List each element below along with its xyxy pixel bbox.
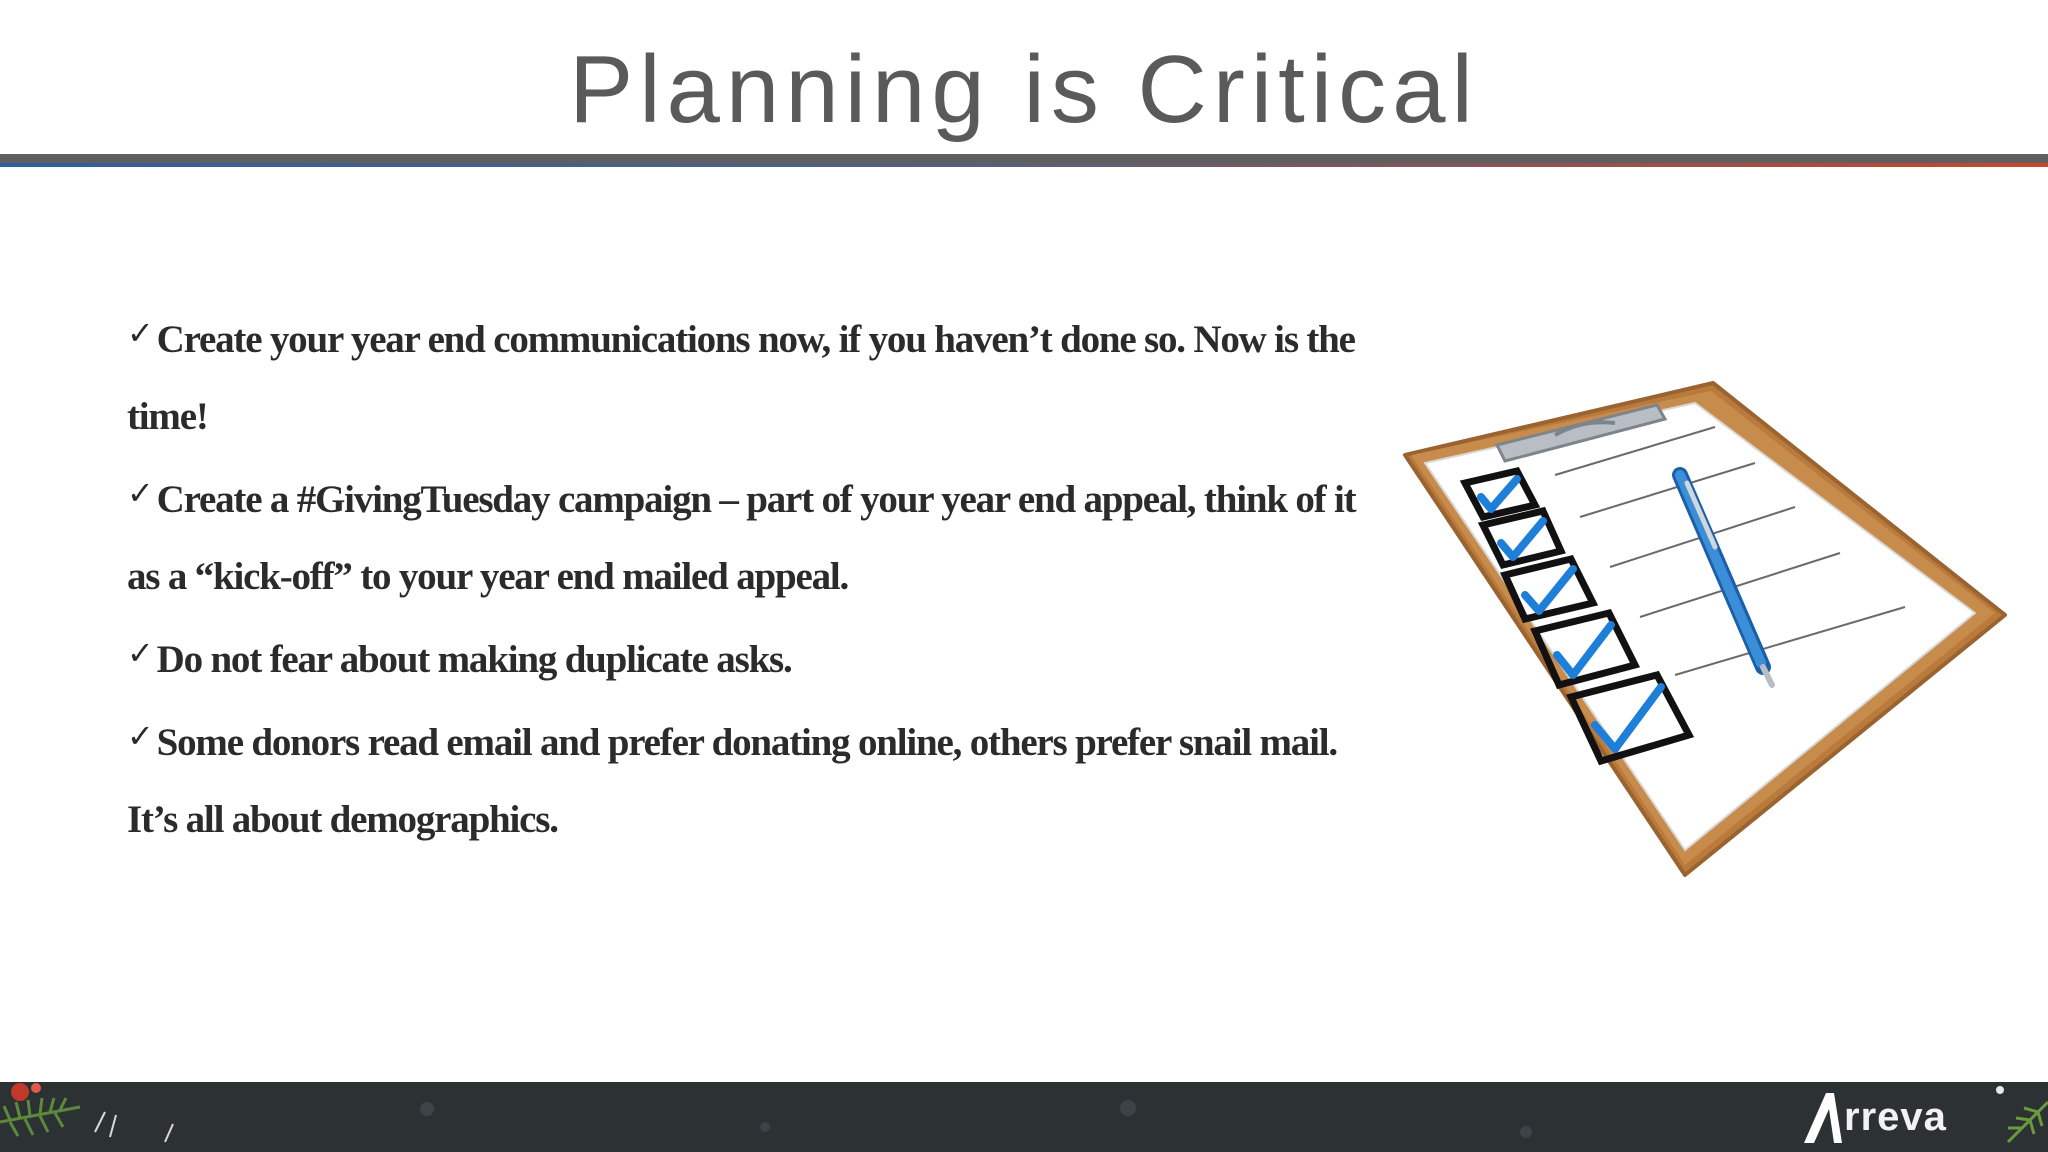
bullet-text: Create a #GivingTuesday campaign – part of your year end appeal, think of it as a “kick-off” to your year end mailed appeal. (127, 478, 1356, 598)
title-divider-accent (0, 163, 2048, 167)
bullet-list (127, 295, 1387, 858)
footer-bar (0, 1082, 2048, 1152)
checkmark-icon: ✓ (127, 474, 153, 512)
checkmark-icon: ✓ (127, 314, 153, 352)
bullet-text: Do not fear about making duplicate asks. (156, 638, 792, 681)
bullet-item (127, 455, 1387, 615)
bullet-item (127, 698, 1387, 858)
pine-branch-decoration-right (1988, 1082, 2048, 1152)
bullet-text: Some donors read email and prefer donating online, others prefer snail mail. It’s all about demographics. (127, 721, 1337, 841)
checkmark-icon: ✓ (127, 634, 153, 672)
slide-title: Planning is Critical (569, 36, 1479, 143)
bullet-item (127, 615, 1387, 698)
checkmark-icon: ✓ (127, 717, 153, 755)
bullet-text: Create your year end communications now, if you haven’t done so. Now is the time! (127, 318, 1355, 438)
logo-text: rreva (1844, 1094, 1947, 1139)
arreva-logo-mark-icon (1800, 1089, 1844, 1145)
pine-branch-decoration (0, 1082, 200, 1152)
clipboard-checklist-icon (1395, 375, 2015, 895)
title-divider (0, 154, 2048, 163)
bullet-item (127, 295, 1387, 455)
arreva-logo (1800, 1086, 1947, 1148)
